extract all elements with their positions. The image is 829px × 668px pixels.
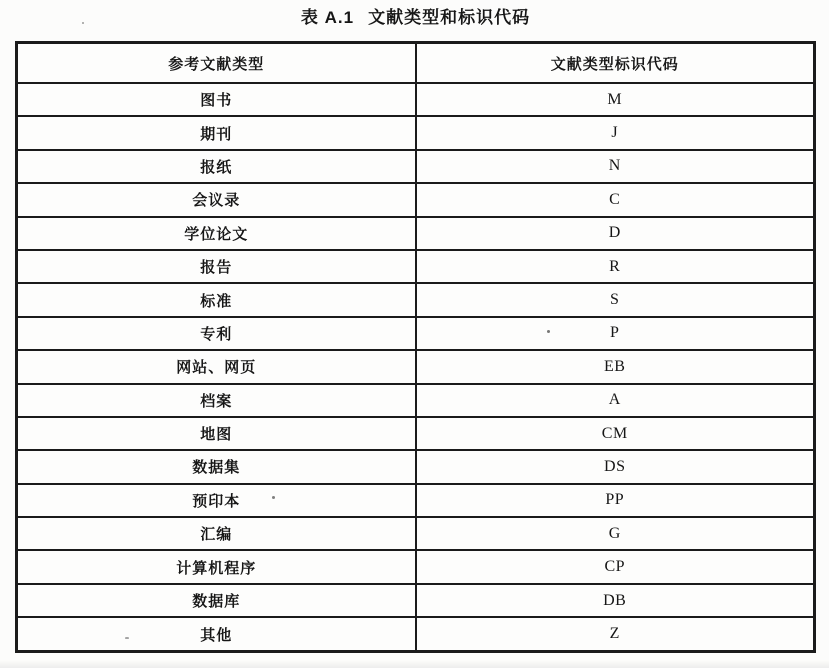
cell-doc-type: 期刊	[17, 116, 416, 149]
cell-doc-type: 网站、网页	[17, 350, 416, 383]
cell-doc-type: 报纸	[17, 150, 416, 183]
cell-doc-type: 地图	[17, 417, 416, 450]
table-header	[17, 43, 815, 84]
cell-code: G	[416, 517, 815, 550]
table-row	[17, 250, 815, 283]
cell-doc-type: 计算机程序	[17, 550, 416, 583]
table-row	[17, 417, 815, 450]
table-caption	[15, 3, 816, 28]
table-row	[17, 484, 815, 517]
table-row	[17, 217, 815, 250]
cell-doc-type: 其他	[17, 617, 416, 651]
cell-code: D	[416, 217, 815, 250]
cell-code: R	[416, 250, 815, 283]
table-row	[17, 550, 815, 583]
cell-code: Z	[416, 617, 815, 651]
table-row	[17, 384, 815, 417]
cell-doc-type: 标准	[17, 283, 416, 316]
table-row	[17, 350, 815, 383]
cell-code: EB	[416, 350, 815, 383]
cell-doc-type: 图书	[17, 83, 416, 116]
table-row	[17, 584, 815, 617]
cell-doc-type: 会议录	[17, 183, 416, 216]
table-row	[17, 283, 815, 316]
cell-doc-type: 学位论文	[17, 217, 416, 250]
cell-doc-type: 数据库	[17, 584, 416, 617]
table-body	[17, 83, 815, 652]
cell-code: N	[416, 150, 815, 183]
cell-code: CP	[416, 550, 815, 583]
table-row	[17, 450, 815, 483]
table-number: 表 A.1	[300, 8, 355, 27]
cell-doc-type: 档案	[17, 384, 416, 417]
table-row	[17, 150, 815, 183]
cell-code: C	[416, 183, 815, 216]
cell-doc-type: 报告	[17, 250, 416, 283]
table-row	[17, 617, 815, 651]
table-row	[17, 317, 815, 350]
cell-code: A	[416, 384, 815, 417]
table-row	[17, 517, 815, 550]
cell-doc-type: 数据集	[17, 450, 416, 483]
cell-code: S	[416, 283, 815, 316]
cell-code: J	[416, 116, 815, 149]
cell-doc-type: 汇编	[17, 517, 416, 550]
cell-doc-type: 预印本	[17, 484, 416, 517]
table-row	[17, 116, 815, 149]
column-header-code: 文献类型标识代码	[416, 43, 815, 84]
cell-code: CM	[416, 417, 815, 450]
cell-code: DS	[416, 450, 815, 483]
table-title-text: 文献类型和标识代码	[368, 8, 531, 27]
cell-code: M	[416, 83, 815, 116]
cell-code: P	[416, 317, 815, 350]
table-row	[17, 183, 815, 216]
cell-doc-type: 专利	[17, 317, 416, 350]
doc-type-code-table	[15, 41, 816, 653]
table-row	[17, 83, 815, 116]
cell-code: PP	[416, 484, 815, 517]
cell-code: DB	[416, 584, 815, 617]
header-row	[17, 43, 815, 84]
column-header-doc-type: 参考文献类型	[17, 43, 416, 84]
